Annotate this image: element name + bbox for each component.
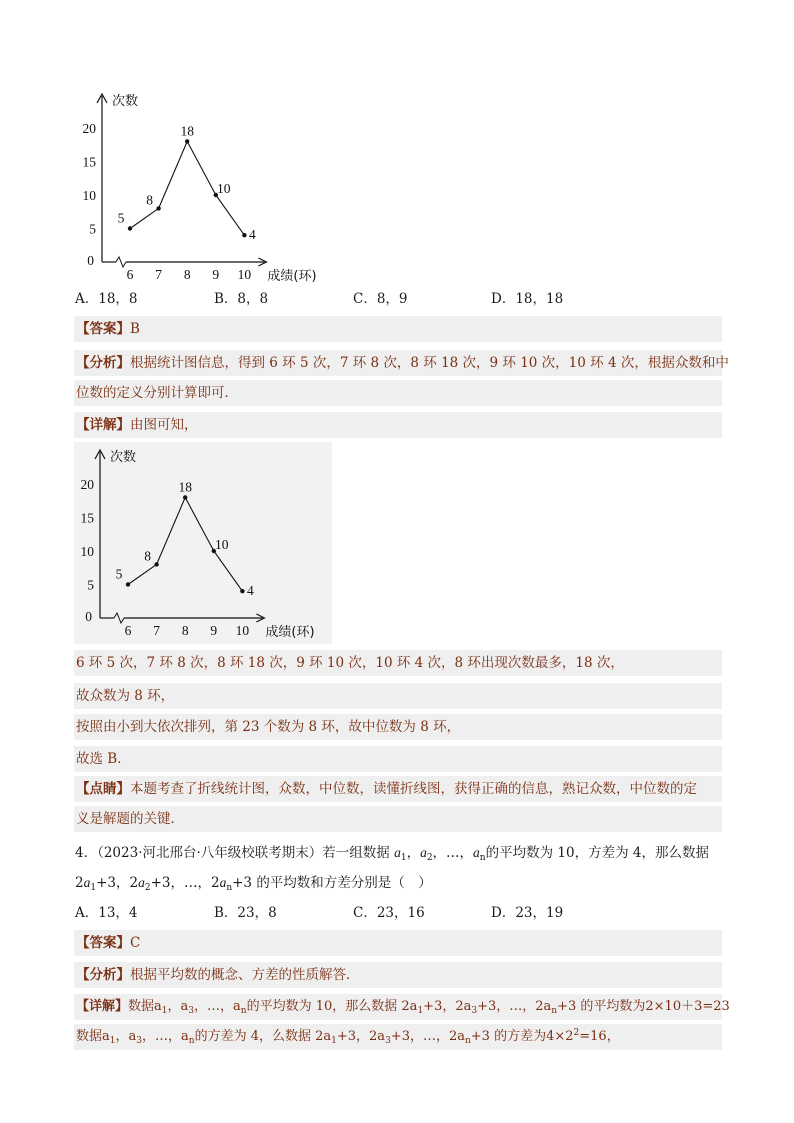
data-point (128, 226, 132, 230)
q4-detail-1a: 数据 (128, 999, 155, 1014)
x-axis-break (116, 257, 126, 267)
q4-detail-1c: 的平均数为 (580, 999, 646, 1014)
comment-text-cont: 义是解题的关键． (76, 811, 184, 827)
q3-detail-line4 (74, 746, 722, 772)
origin-label: 0 (85, 609, 92, 624)
data-label: 18 (180, 123, 194, 139)
q4-detail-line1: 【详解】数据$a_1$，$a_3$，…，$a_n$的平均数为 10，那么数据 $2a_1+3$，$2a_3+3$，…，$2a_n+3$ 的平均数为2×10＋3=23 (74, 994, 722, 1020)
answer-label: 【答案】 (76, 321, 130, 337)
y-axis-label: 次数 (110, 450, 137, 465)
x-tick-label: 6 (126, 267, 134, 282)
q4-stem-line1: 4．（2023·河北邢台·八年级校联考期末）若一组数据 $a_1$，$a_2$，…，$a_n$的平均数为 10，方差为 4，那么数据 (75, 845, 709, 863)
x-tick-label: 10 (235, 623, 250, 638)
data-point (240, 589, 244, 593)
q4-detail-label: 【详解】 (76, 999, 129, 1014)
comment-label: 【点睛】 (76, 781, 130, 797)
q4-choices (75, 902, 735, 924)
comment-text: 本题考查了折线统计图，众数，中位数，读懂折线图，获得正确的信息，熟记众数，中位数的定 (130, 781, 697, 797)
analysis-text-cont: 位数的定义分别计算即可． (76, 385, 238, 401)
detail-text-4: 故选 B． (76, 751, 131, 767)
data-point (185, 139, 189, 143)
y-tick-label: 20 (80, 477, 94, 492)
q4-choice-c: C．23，16 (353, 905, 425, 921)
data-point (156, 206, 160, 210)
x-tick-label: 6 (124, 623, 132, 638)
q4-detail-2b: 的方差为 4，么数据 (194, 1029, 311, 1044)
q3-detail-line3 (74, 714, 722, 740)
x-axis-break (114, 613, 124, 623)
data-label: 10 (217, 181, 231, 196)
q4-choice-a: A．13，4 (75, 905, 138, 921)
y-tick-label: 5 (89, 221, 96, 237)
y-tick-label: 10 (80, 544, 94, 559)
answer-value: B (130, 321, 140, 337)
line-chart-svg (74, 86, 336, 296)
detail-text-2: 故众数为 8 环， (76, 688, 175, 704)
x-tick-label: 9 (210, 623, 218, 638)
x-tick-label: 10 (237, 267, 252, 282)
q3-comment-line2 (74, 806, 722, 832)
data-label: 4 (247, 583, 254, 599)
y-tick-label: 15 (80, 510, 94, 526)
q4-answer-label: 【答案】 (76, 935, 130, 951)
data-point (154, 562, 158, 566)
q4-analysis (74, 962, 722, 988)
data-label: 8 (144, 548, 151, 564)
detail-text-1: 6 环 5 次，7 环 8 次，8 环 18 次，9 环 10 次，10 环 4 次，8 环出现次数最多，18 次， (76, 655, 624, 671)
q4-detail-1b: 的平均数为 10，那么数据 (246, 999, 398, 1014)
data-label: 4 (249, 227, 256, 243)
q4-detail-1-result: 2×10＋3=23 (645, 999, 730, 1014)
q3-choice-c: C．8，9 (353, 291, 408, 307)
line-chart-copy-svg (74, 442, 332, 644)
q4-detail-line2: 数据$a_1$，$a_3$，…，$a_n$的方差为 4，么数据 $2a_1+3$，$2a_3+3$，…，$2a_n+3$ 的方差为$4\times 2^2=16$， (74, 1024, 722, 1050)
data-point (183, 495, 187, 499)
q4-detail-2a: 数据 (76, 1029, 103, 1044)
y-tick-label: 20 (82, 121, 96, 136)
data-label: 5 (117, 210, 125, 226)
line-chart (74, 86, 336, 296)
q3-detail-intro (74, 412, 722, 438)
x-tick-label: 8 (181, 623, 189, 638)
q3-analysis-line1 (74, 350, 729, 376)
q3-comment-line1 (74, 776, 722, 802)
x-tick-label: 7 (153, 623, 160, 638)
analysis-label: 【分析】 (76, 355, 130, 371)
q3-choice-b: B．8，8 (214, 291, 269, 307)
data-label: 5 (115, 566, 123, 582)
q4-stem-mid: 的平均数为 10，方差为 4，那么数据 (485, 845, 709, 861)
q4-detail-2c: 的方差为 (494, 1029, 547, 1044)
origin-label: 0 (87, 253, 94, 268)
q4-choice-b: B．23，8 (214, 905, 277, 921)
y-tick-label: 10 (82, 188, 96, 203)
x-tick-label: 9 (212, 267, 220, 282)
q3-choices (75, 288, 735, 310)
q4-stem-line2: $2a_1+3$，$2a_2+3$，…，$2a_n+3$ 的平均数和方差分别是（ ） (75, 875, 432, 893)
q4-detail-2-result-post: =16， (579, 1029, 620, 1044)
data-label: 18 (178, 479, 192, 495)
q3-detail-line2 (74, 683, 722, 709)
q4-detail-2-result-pre: 4×2 (546, 1029, 574, 1044)
q3-choice-a: A．18，8 (75, 291, 138, 307)
q4-choice-d: D．23，19 (491, 905, 564, 921)
detail-text-3: 按照由小到大依次排列，第 23 个数为 8 环，故中位数为 8 环， (76, 719, 461, 735)
q4-analysis-label: 【分析】 (76, 967, 130, 983)
q3-analysis-line2 (74, 380, 722, 406)
q4-stem-tail: 的平均数和方差分别是（ ） (256, 875, 432, 891)
q4-detail-2-result-sup: 2 (573, 1028, 580, 1038)
q4-answer (74, 930, 722, 956)
q3-answer (74, 316, 722, 342)
x-tick-label: 7 (155, 267, 162, 282)
data-label: 10 (215, 537, 229, 552)
x-axis-label: 成绩(环) (265, 625, 315, 640)
q4-prefix: 4．（2023·河北邢台·八年级校联考期末）若一组数据 (75, 845, 390, 861)
detail-label: 【详解】 (76, 417, 130, 433)
data-point (242, 233, 246, 237)
analysis-text: 根据统计图信息，得到 6 环 5 次，7 环 8 次，8 环 18 次，9 环 10 次，10 环 4 次，根据众数和中 (130, 355, 729, 371)
detail-intro-text: 由图可知， (130, 417, 198, 433)
data-point (126, 582, 130, 586)
q4-answer-value: C (130, 935, 141, 951)
y-tick-label: 5 (87, 577, 94, 593)
line-chart-copy (74, 442, 332, 644)
q4-analysis-text: 根据平均数的概念、方差的性质解答． (130, 967, 360, 983)
q3-detail-line1 (74, 650, 722, 676)
x-axis-label: 成绩(环) (267, 269, 317, 284)
q3-choice-d: D．18，18 (491, 291, 564, 307)
x-tick-label: 8 (183, 267, 191, 282)
y-tick-label: 15 (82, 154, 96, 170)
y-axis-label: 次数 (112, 94, 139, 109)
data-label: 8 (146, 192, 153, 208)
